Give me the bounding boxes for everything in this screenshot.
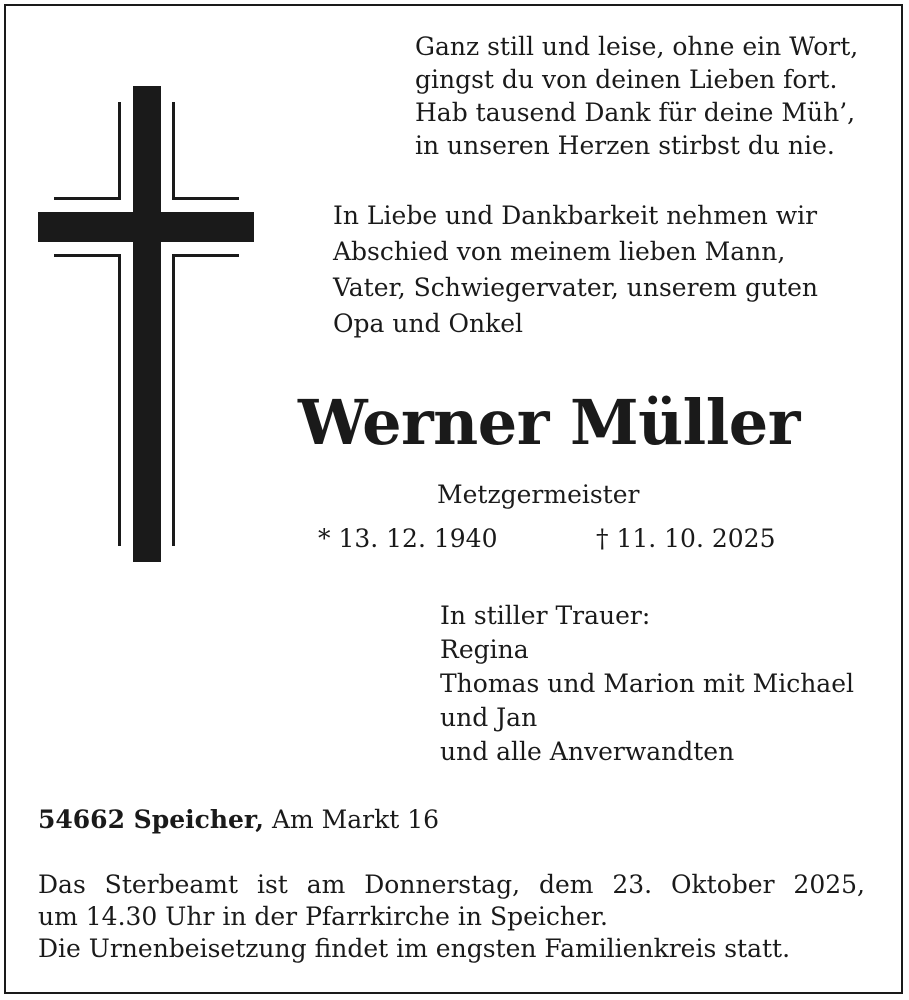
mourners-list bbox=[440, 599, 854, 769]
death-date: † 11. 10. 2025 bbox=[596, 524, 776, 553]
intro-text bbox=[333, 198, 818, 342]
poem bbox=[415, 30, 858, 162]
service-line: Die Urnenbeisetzung findet im engsten Familienkreis statt. bbox=[38, 934, 791, 963]
service-info bbox=[38, 869, 865, 965]
poem-line: Ganz still und leise, ohne ein Wort, bbox=[415, 32, 859, 61]
intro-line: Vater, Schwiegervater, unserem guten bbox=[333, 273, 819, 302]
mourners-line: In stiller Trauer: bbox=[440, 601, 651, 630]
poem-line: Hab tausend Dank für deine Müh’, bbox=[415, 98, 856, 127]
service-line: um 14.30 Uhr in der Pfarrkirche in Speicher. bbox=[38, 902, 608, 931]
intro-line: In Liebe und Dankbarkeit nehmen wir bbox=[333, 201, 818, 230]
intro-line: Opa und Onkel bbox=[333, 309, 524, 338]
mourners-line: und Jan bbox=[440, 703, 538, 732]
mourners-line: und alle Anverwandten bbox=[440, 737, 735, 766]
mourners-line: Regina bbox=[440, 635, 529, 664]
address bbox=[38, 803, 439, 836]
mourners-line: Thomas und Marion mit Michael bbox=[440, 669, 855, 698]
deceased-name: Werner Müller bbox=[298, 386, 800, 459]
poem-line: in unseren Herzen stirbst du nie. bbox=[415, 131, 835, 160]
deceased-profession: Metzgermeister bbox=[437, 480, 640, 509]
address-street: Am Markt 16 bbox=[271, 805, 440, 834]
poem-line: gingst du von deinen Lieben fort. bbox=[415, 65, 838, 94]
service-line: Das Sterbeamt ist am Donnerstag, dem 23. Oktober 2025, bbox=[38, 870, 865, 899]
birth-date: * 13. 12. 1940 bbox=[318, 524, 498, 553]
christian-cross-icon bbox=[38, 86, 254, 562]
address-place: 54662 Speicher, bbox=[38, 805, 264, 834]
intro-line: Abschied von meinem lieben Mann, bbox=[333, 237, 786, 266]
